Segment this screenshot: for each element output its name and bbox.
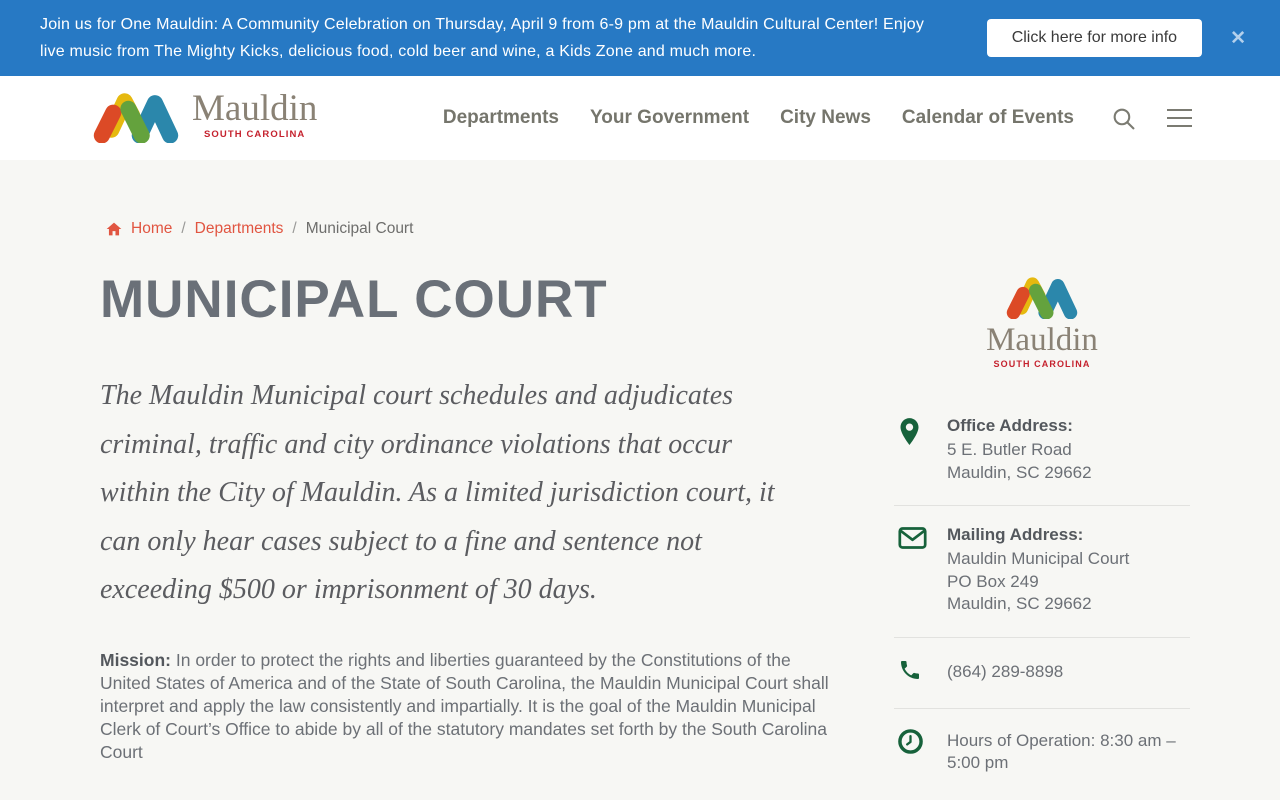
office-address-label: Office Address: xyxy=(947,416,1073,435)
hours-section xyxy=(894,709,1190,796)
nav-item-departments[interactable]: Departments xyxy=(442,107,560,128)
mailing-address-line: Mauldin Municipal Court xyxy=(947,549,1130,568)
breadcrumb xyxy=(100,220,1190,238)
banner-info-button[interactable]: Click here for more info xyxy=(987,19,1202,57)
logo-tagline: SOUTH CAROLINA xyxy=(203,129,306,140)
site-header xyxy=(0,76,1280,160)
announcement-banner xyxy=(0,0,1280,76)
nav-item-calendar-of-events[interactable]: Calendar of Events xyxy=(901,107,1074,128)
hours-of-operation: Hours of Operation: 8:30 am – 5:00 pm xyxy=(947,730,1176,772)
envelope-icon xyxy=(898,525,926,616)
banner-close-icon[interactable]: ✕ xyxy=(1230,27,1246,49)
intro-paragraph: The Mauldin Municipal court schedules and adjudicates criminal, traffic and city ordinance violations that occur within the City of Mauldin. As a limited jurisdiction court, it can only hear cases subject to a fine and sentence not exceeding $500 or imprisonment of 30 days. xyxy=(100,380,775,605)
site-logo[interactable] xyxy=(90,88,317,148)
mailing-address-section xyxy=(894,506,1190,638)
logo-text xyxy=(192,90,317,140)
home-icon xyxy=(106,221,122,237)
main-nav xyxy=(443,106,1192,131)
mission-label: Mission: xyxy=(100,649,171,670)
sidebar-logo xyxy=(894,273,1190,369)
nav-item-your-government[interactable]: Your Government xyxy=(590,107,750,128)
clock-icon xyxy=(898,728,926,775)
mauldin-m-logo-icon xyxy=(90,88,182,148)
nav-item-city-news[interactable]: City News xyxy=(780,107,871,128)
page-body xyxy=(100,270,830,796)
phone-number[interactable]: (864) 289-8898 xyxy=(947,661,1064,681)
logo-name: Mauldin xyxy=(192,88,318,129)
main-content xyxy=(0,220,1280,796)
sidebar-logo-tagline: SOUTH CAROLINA xyxy=(993,359,1091,369)
menu-icon[interactable] xyxy=(1167,107,1192,129)
search-icon[interactable] xyxy=(1111,106,1136,131)
phone-section xyxy=(894,638,1190,709)
breadcrumb-separator: / xyxy=(292,220,297,237)
announcement-text: Join us for One Mauldin: A Community Celebration on Thursday, April 9 from 6-9 pm at the Mauldin Cultural Center! Enjoy live music from The Mighty Kicks, delicious food, cold beer and wine, a Kids Zone and much more. xyxy=(40,16,925,60)
mailing-address-label: Mailing Address: xyxy=(947,525,1084,544)
mission-paragraph xyxy=(100,649,830,764)
breadcrumb-link-home[interactable]: Home xyxy=(131,220,173,237)
breadcrumb-separator: / xyxy=(181,220,186,237)
sidebar-logo-name: Mauldin xyxy=(986,322,1098,358)
office-address-line: 5 E. Butler Road xyxy=(947,440,1072,459)
page-title: MUNICIPAL COURT xyxy=(100,270,608,329)
breadcrumb-link-departments[interactable]: Departments xyxy=(194,220,284,237)
mauldin-m-logo-icon xyxy=(1004,306,1080,323)
mailing-address-line: PO Box 249 xyxy=(947,571,1039,591)
mailing-address-line: Mauldin, SC 29662 xyxy=(947,594,1092,613)
map-pin-icon xyxy=(898,416,926,484)
office-address-section xyxy=(894,397,1190,506)
office-address-line: Mauldin, SC 29662 xyxy=(947,462,1092,482)
mission-text: In order to protect the rights and liberties guaranteed by the Constitutions of the United States of America and of the State of South Carolina, the Mauldin Municipal Court shall interpret and apply the law consistently and impartially. It is the goal of the Mauldin Municipal Clerk of Court’s Office to abide by all of the statutory mandates set forth by the South Carolina Court xyxy=(100,649,829,762)
breadcrumb-current: Municipal Court xyxy=(305,220,414,237)
phone-icon xyxy=(898,657,926,687)
contact-sidebar xyxy=(894,273,1190,796)
